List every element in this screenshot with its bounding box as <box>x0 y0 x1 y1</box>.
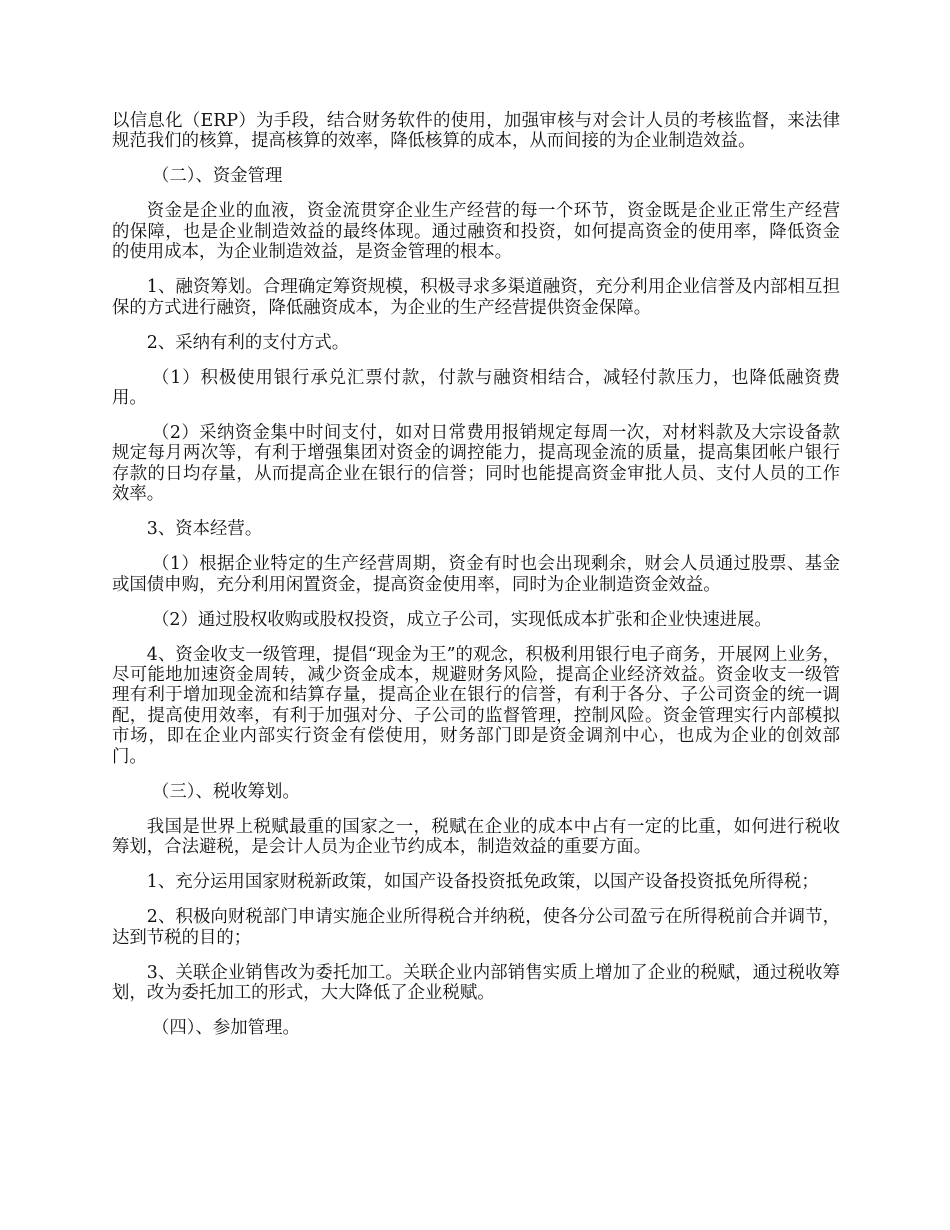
paragraph-fund-intro: 资金是企业的血液，资金流贯穿企业生产经营的每一个环节，资金既是企业正常生产经营的保障，也是企业制造效益的最终体现。通过融资和投资，如何提高资金的使用率，降低资金的使用成本，为企业制造效益，是资金管理的根本。 <box>112 201 840 263</box>
section-heading-tax-planning: （三）、税收筹划。 <box>152 781 300 802</box>
paragraph-payment-item-2: （2）采纳资金集中时间支付，如对日常费用报销规定每周一次，对材料款及大宗设备款规定每月两次等，有利于增强集团对资金的调控能力，提高现金流的质量，提高集团帐户银行存款的日均存量，从而提高企业在银行的信誉；同时也能提高资金审批人员、支付人员的工作效率。 <box>112 423 840 505</box>
document-page <box>112 111 840 1053</box>
paragraph-payment-methods: 2、采纳有利的支付方式。 <box>146 332 350 353</box>
paragraph-financing-plan: 1、融资筹划。合理确定筹资规模，积极寻求多渠道融资，充分利用企业信誉及内部相互担保的方式进行融资，降低融资成本，为企业的生产经营提供资金保障。 <box>112 277 840 318</box>
paragraph-capital-item-2: （2）通过股权收购或股权投资，成立子公司，实现低成本扩张和企业快速进展。 <box>152 609 772 630</box>
paragraph-capital-item-1: （1）根据企业特定的生产经营周期，资金有时也会出现剩余，财会人员通过股票、基金或国债申购，充分利用闲置资金，提高资金使用率，同时为企业制造资金效益。 <box>112 554 840 595</box>
paragraph-fund-level-management: 4、资金收支一级管理，提倡“现金为王”的观念，积极利用银行电子商务，开展网上业务，尽可能地加速资金周转，减少资金成本，规避财务风险，提高企业经济效益。资金收支一级管理有利于增加现金流和结算存量，提高企业在银行的信誉，有利于各分、子公司资金的统一调配，提高使用效率，有利于加强对分、子公司的监督管理，控制风险。资金管理实行内部模拟市场，即在企业内部实行资金有偿使用，财务部门即是资金调剂中心，也成为企业的创效部门。 <box>112 644 840 767</box>
paragraph-tax-intro: 我国是世界上税赋最重的国家之一，税赋在企业的成本中占有一定的比重，如何进行税收筹划，合法避税，是会计人员为企业节约成本，制造效益的重要方面。 <box>112 816 840 858</box>
section-heading-participate-management: （四）、参加管理。 <box>152 1017 300 1038</box>
paragraph-tax-item-2: 2、积极向财税部门申请实施企业所得税合并纳税，使各分公司盈亏在所得税前合并调节，达到节税的目的； <box>112 907 840 948</box>
section-heading-fund-management: （二）、资金管理 <box>152 166 283 187</box>
paragraph-tax-item-3: 3、关联企业销售改为委托加工。关联企业内部销售实质上增加了企业的税赋，通过税收筹划，改为委托加工的形式，大大降低了企业税赋。 <box>112 962 840 1003</box>
paragraph-erp: 以信息化（ERP）为手段，结合财务软件的使用，加强审核与对会计人员的考核监督，来法律规范我们的核算，提高核算的效率，降低核算的成本，从而间接的为企业制造效益。 <box>112 111 840 152</box>
paragraph-payment-item-1: （1）积极使用银行承兑汇票付款，付款与融资相结合，减轻付款压力，也降低融资费用。 <box>112 367 840 409</box>
paragraph-tax-item-1: 1、充分运用国家财税新政策，如国产设备投资抵免政策，以国产设备投资抵免所得税； <box>146 872 819 893</box>
paragraph-capital-operation: 3、资本经营。 <box>146 519 263 540</box>
